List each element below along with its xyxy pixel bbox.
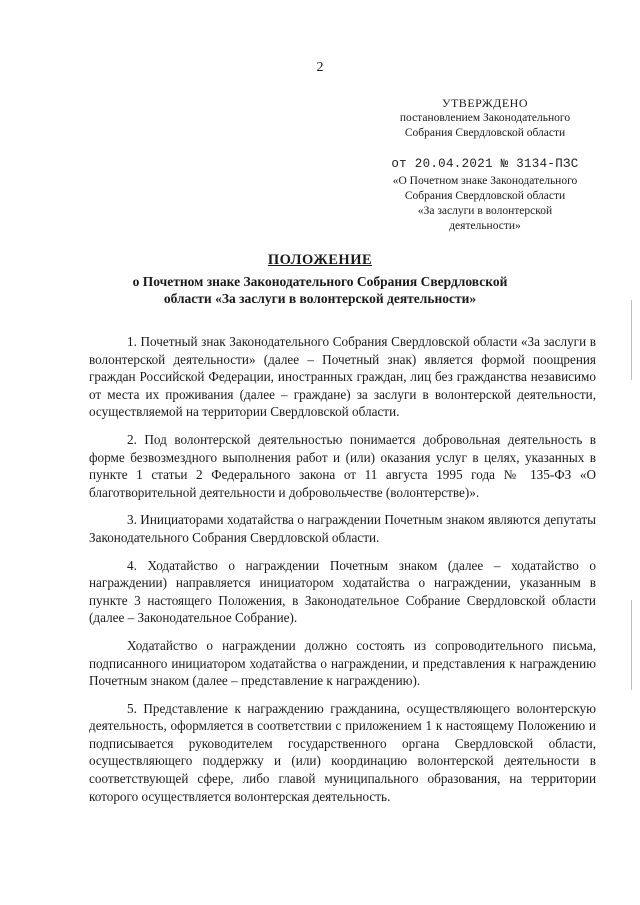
document-title: ПОЛОЖЕНИЕ xyxy=(267,252,373,268)
approval-heading: УТВЕРЖДЕНО xyxy=(441,96,528,110)
document-subtitle-line: области «За заслуги в волонтерской деятельности» xyxy=(163,291,477,306)
approval-line: Собрания Свердловской области xyxy=(404,127,566,139)
approval-line: постановлением Законодательного xyxy=(399,112,571,124)
document-body xyxy=(89,333,596,815)
paragraph-1: 1. Почетный знак Законодательного Собрания Свердловской области «За заслуги в волонтерской деятельности» (далее – Почетный знак) является формой поощрения граждан Российской Федерации, иностранных граждан, лиц без гражданства независимо от места их проживания (далее – граждане) за заслуги в волонтерской деятельности, осуществляемой на территории Свердловской области. xyxy=(89,334,596,420)
document-subtitle-line: о Почетном знаке Законодательного Собрания Свердловской xyxy=(132,274,508,289)
approval-subject-line: деятельности» xyxy=(449,220,521,232)
paragraph-5: 5. Представление к награждению гражданина, осуществляющего волонтерскую деятельность, оформляется в соответствии с приложением 1 к настоящему Положению и подписывается руководителем государственного органа Свердловской области, осуществляющего поддержку и (или) координацию волонтерской деятельности в соответствующей сфере, либо главой муниципального образования, на территории которого осуществляется волонтерская деятельность. xyxy=(89,700,596,804)
paragraph-4: 4. Ходатайство о награждении Почетным знаком (далее – ходатайство о награждении) направляется инициатором ходатайства о награждении, указанным в пункте 3 настоящего Положения, в Законодательное Собрание Свердловской области (далее – Законодательное Собрание). xyxy=(89,557,596,626)
scan-edge-mark xyxy=(631,600,632,690)
registration-stamp: от 20.04.2021 № 3134-ПЗС xyxy=(391,157,579,171)
page-number: 2 xyxy=(316,60,324,75)
paragraph-3: 3. Инициаторами ходатайства о награждении Почетным знаком являются депутаты Законодательного Собрания Свердловской области. xyxy=(89,512,596,545)
paragraph-4-continued: Ходатайство о награждении должно состоять из сопроводительного письма, подписанного инициатором ходатайства о награждении, и представления к награждению Почетным знаком (далее – представление к награждению). xyxy=(89,637,596,689)
title-block xyxy=(60,252,580,307)
approval-block xyxy=(370,96,600,234)
scan-edge-mark xyxy=(631,300,632,380)
approval-subject-line: «За заслуги в волонтерской xyxy=(417,205,553,217)
approval-subject-line: Собрания Свердловской области xyxy=(404,190,566,202)
paragraph-2: 2. Под волонтерской деятельностью понимается добровольная деятельность в форме безвозмездного выполнения работ и (или) оказания услуг в целях, указанных в пункте 1 статьи 2 Федерального закона от 11 августа 1995 года № 135-ФЗ «О благотворительной деятельности и добровольчестве (волонтерстве)». xyxy=(89,431,596,500)
approval-subject-line: «О Почетном знаке Законодательного xyxy=(392,175,578,187)
